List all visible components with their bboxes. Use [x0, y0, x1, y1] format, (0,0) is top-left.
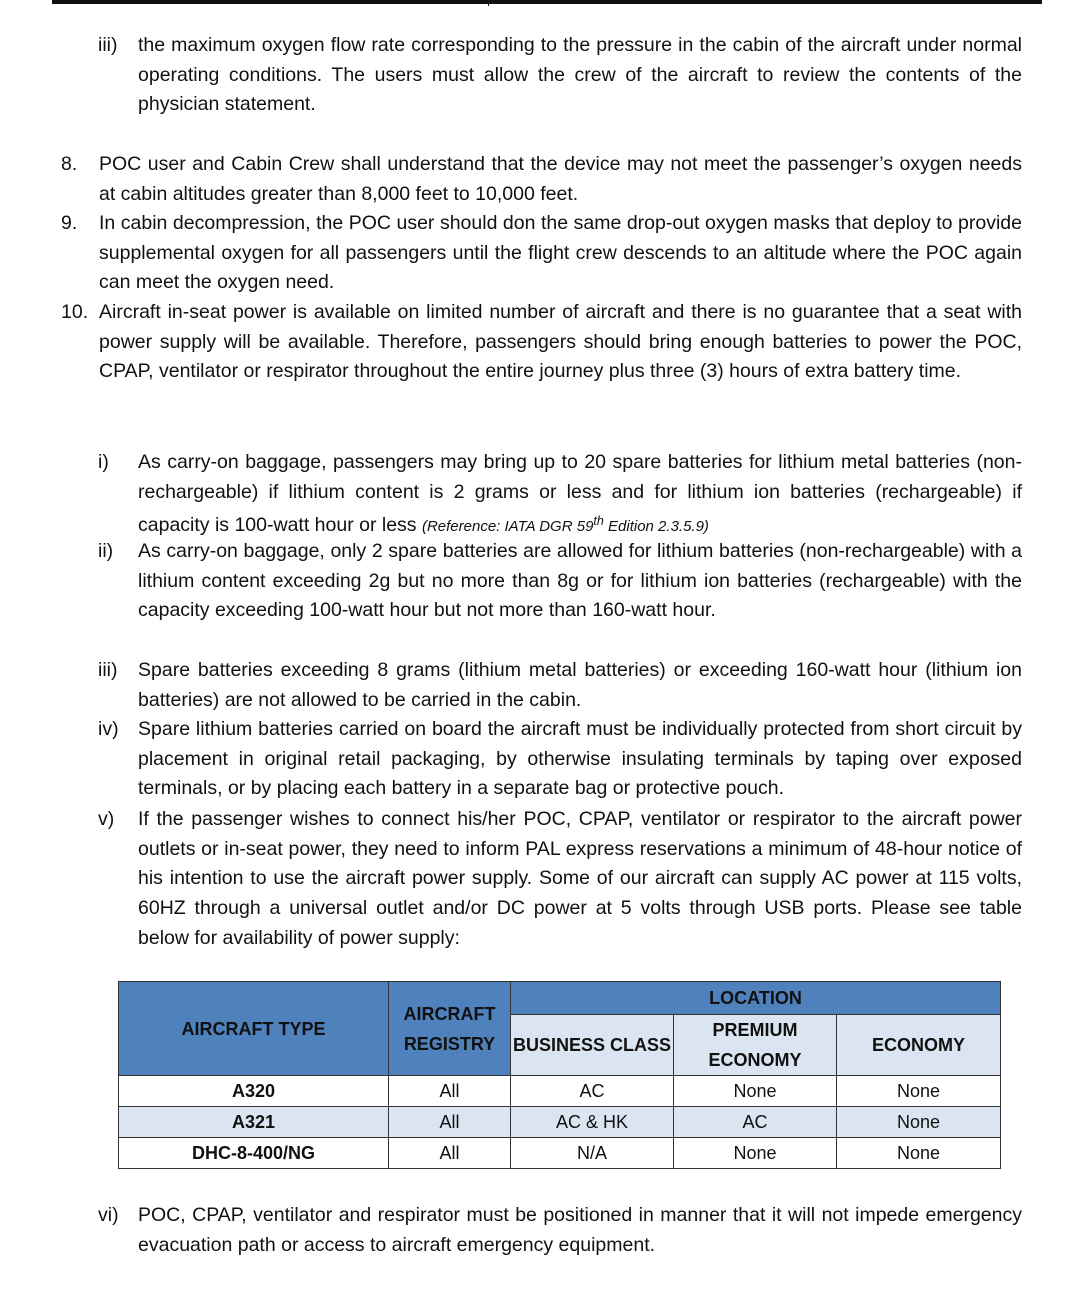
top-border-tick [488, 0, 489, 6]
list-item-text: POC user and Cabin Crew shall understand that the device may not meet the passenger’s oxygen needs at cabin altitudes greater than 8,000 feet to 10,000 feet. [99, 153, 1022, 205]
list-item-text: POC, CPAP, ventilator and respirator must be positioned in manner that it will not impede emergency evacuation path or access to aircraft emergency equipment. [138, 1204, 1022, 1256]
list-item-i-spare-batteries [98, 448, 1022, 542]
list-item-text: Spare lithium batteries carried on board the aircraft must be individually protected from short circuit by placement in original retail packaging, by otherwise insulating terminals by taping over exposed terminals, or by placing each battery in a separate bag or protective pouch. [138, 718, 1022, 800]
list-marker: 10. [61, 301, 89, 323]
list-marker: v) [98, 808, 115, 830]
list-item-text: In cabin decompression, the POC user should don the same drop-out oxygen masks that deploy to provide supplemental oxygen for all passengers until the flight crew descends to an altitude where the POC again can meet the oxygen need. [99, 212, 1022, 294]
header-economy: ECONOMY [837, 1015, 1001, 1076]
cell-aircraft-type: DHC-8-400/NG [119, 1138, 389, 1169]
list-marker: vi) [98, 1204, 119, 1226]
top-border-rule [52, 0, 1042, 4]
list-marker: iii) [98, 34, 118, 56]
list-item-iii-oxygen-flow [98, 31, 1022, 120]
header-business-class: BUSINESS CLASS [511, 1015, 674, 1076]
list-item-text: As carry-on baggage, only 2 spare batteries are allowed for lithium batteries (non-rechargeable) with a lithium content exceeding 2g but no more than 8g or for lithium ion batteries (rechargeable) with the capacity exceeding 100-watt hour but not more than 160-watt hour. [138, 540, 1022, 622]
list-item-iii-not-allowed [98, 656, 1022, 715]
list-item-text: If the passenger wishes to connect his/her POC, CPAP, ventilator or respirator to the aircraft power outlets or in-seat power, they need to inform PAL express reservations a minimum of 48-hour notice of his intention to use the aircraft power supply. Some of our aircraft can supply AC power at 115 volts, 60HZ through a universal outlet and/or DC power at 5 volts through USB ports. Please see table below for availability of power supply: [138, 808, 1022, 949]
table-row [119, 1107, 1001, 1138]
power-availability-table [118, 981, 1001, 1169]
list-item-8 [61, 150, 1022, 209]
list-item-vi-positioning [98, 1201, 1022, 1260]
header-aircraft-registry: AIRCRAFT REGISTRY [389, 982, 511, 1076]
cell-economy: None [837, 1138, 1001, 1169]
list-item-10 [61, 298, 1022, 387]
cell-business: N/A [511, 1138, 674, 1169]
list-item-text: Spare batteries exceeding 8 grams (lithium metal batteries) or exceeding 160-watt hour (lithium ion batteries) are not allowed to be carried in the cabin. [138, 659, 1022, 711]
list-marker: ii) [98, 540, 114, 562]
table-row [119, 1138, 1001, 1169]
cell-aircraft-type: A321 [119, 1107, 389, 1138]
table-row [119, 1076, 1001, 1107]
cell-business: AC & HK [511, 1107, 674, 1138]
cell-economy: None [837, 1107, 1001, 1138]
list-item-iv-protection [98, 715, 1022, 804]
list-marker: i) [98, 451, 109, 473]
list-item-v-power-outlets [98, 805, 1022, 954]
list-marker: 9. [61, 212, 78, 234]
list-item-text: Aircraft in-seat power is available on limited number of aircraft and there is no guarantee that a seat with power supply will be available. Therefore, passengers should bring enough batteries to power the POC, CPAP, ventilator or respirator throughout the entire journey plus three (3) hours of extra battery time. [99, 301, 1022, 383]
cell-registry: All [389, 1107, 511, 1138]
cell-registry: All [389, 1076, 511, 1107]
list-item-ii-carry-on-limit [98, 537, 1022, 626]
cell-registry: All [389, 1138, 511, 1169]
cell-premium: None [674, 1076, 837, 1107]
list-item-9 [61, 209, 1022, 298]
list-item-text: the maximum oxygen flow rate corresponding to the pressure in the cabin of the aircraft under normal operating conditions. The users must allow the crew of the aircraft to review the contents of the physician statement. [138, 34, 1022, 116]
iata-reference: (Reference: IATA DGR 59th Edition 2.3.5.9) [421, 514, 709, 536]
list-marker: 8. [61, 153, 78, 175]
cell-business: AC [511, 1076, 674, 1107]
cell-premium: AC [674, 1107, 837, 1138]
header-location: LOCATION [511, 982, 1001, 1015]
header-aircraft-type: AIRCRAFT TYPE [119, 982, 389, 1076]
list-marker: iii) [98, 659, 118, 681]
list-item-text [138, 448, 1022, 542]
header-premium-economy: PREMIUM ECONOMY [674, 1015, 837, 1076]
cell-economy: None [837, 1076, 1001, 1107]
cell-aircraft-type: A320 [119, 1076, 389, 1107]
cell-premium: None [674, 1138, 837, 1169]
list-item-body: As carry-on baggage, passengers may bring up to 20 spare batteries for lithium metal batteries (non-rechargeable) if lithium content is 2 grams or less and for lithium ion batteries (rechargeable) if capacity is 100-watt hour or less [138, 451, 1022, 537]
list-marker: iv) [98, 718, 119, 740]
